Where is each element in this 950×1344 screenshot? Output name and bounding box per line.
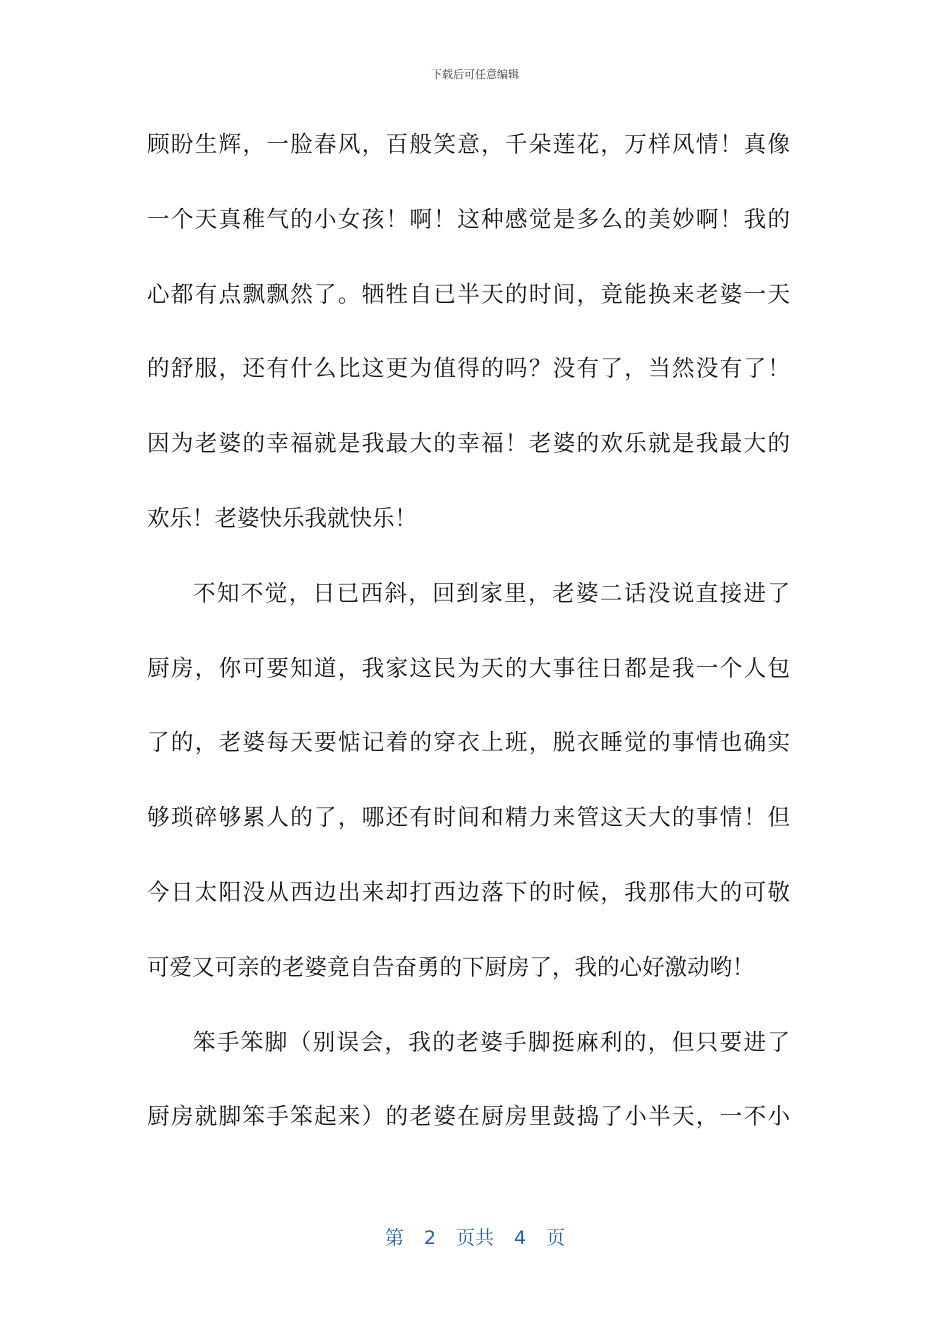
text-line: 心都有点飘飘然了。牺牲自已半天的时间，竟能换来老婆一天 (147, 281, 790, 308)
text-line: 了的，老婆每天要惦记着的穿衣上班，脱衣睡觉的事情也确实 (147, 730, 790, 757)
total-page-number: 4 (514, 1227, 527, 1249)
footer-middle: 页共 (455, 1227, 494, 1249)
page-footer (0, 1225, 950, 1251)
text-line: 今日太阳没从西边出来却打西边落下的时候，我那伟大的可敬 (147, 879, 790, 906)
text-line: 顾盼生辉，一脸春风，百般笑意，千朵莲花，万样风情！真像 (147, 132, 790, 158)
footer-suffix: 页 (546, 1227, 566, 1249)
footer-prefix: 第 (384, 1227, 404, 1249)
text-line: 因为老婆的幸福就是我最大的幸福！老婆的欢乐就是我最大的 (147, 431, 790, 458)
text-line: 的舒服，还有什么比这更为值得的吗？没有了，当然没有了！ (147, 356, 790, 383)
document-body (147, 108, 790, 1155)
text-line: 厨房，你可要知道，我家这民为天的大事往日都是我一个人包 (147, 655, 790, 682)
current-page-number: 2 (423, 1227, 436, 1249)
text-line: 可爱又可亲的老婆竟自告奋勇的下厨房了，我的心好激动哟！ (147, 954, 755, 981)
text-line: 一个天真稚气的小女孩！啊！这种感觉是多么的美妙啊！我的 (147, 206, 790, 233)
text-line: 笨手笨脚（别误会，我的老婆手脚挺麻利的，但只要进了 (193, 1029, 790, 1056)
text-line: 够琐碎够累人的了，哪还有时间和精力来管这天大的事情！但 (147, 805, 790, 832)
text-line: 厨房就脚笨手笨起来）的老婆在厨房里鼓捣了小半天，一不小 (147, 1104, 790, 1131)
page-header: 下载后可任意编辑 (431, 68, 519, 81)
text-line: 不知不觉，日已西斜，回到家里，老婆二话没说直接进了 (193, 580, 790, 607)
text-line: 欢乐！老婆快乐我就快乐！ (147, 505, 418, 532)
